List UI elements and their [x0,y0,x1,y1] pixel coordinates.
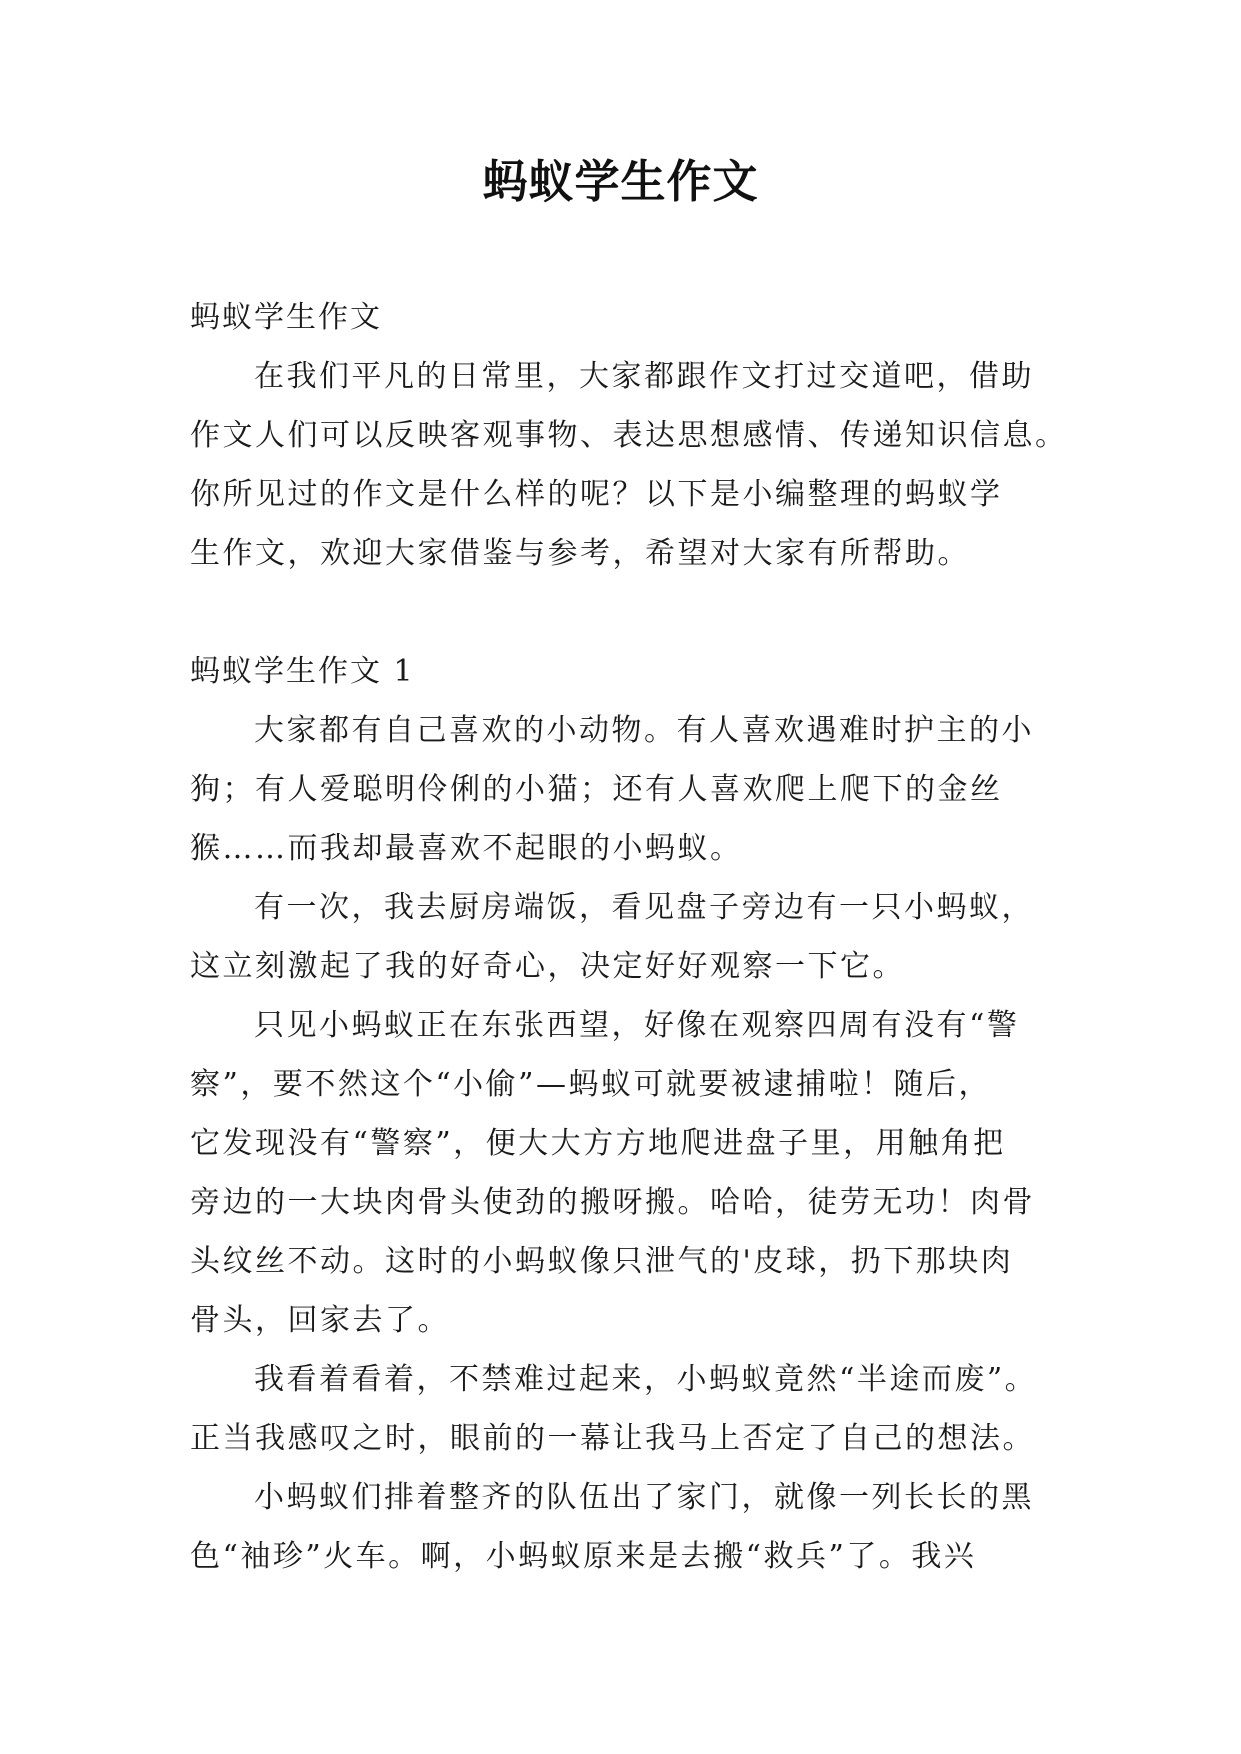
essay-paragraph [190,701,1056,878]
document-title: 蚂蚁学生作文 [482,155,759,208]
text-line: 你所见过的作文是什么样的呢？以下是小编整理的蚂蚁学 [190,477,1003,512]
essay-paragraph [190,996,1056,1350]
text-line: 生作文，欢迎大家借鉴与参考，希望对大家有所帮助。 [190,536,970,571]
essay-heading: 蚂蚁学生作文 1 [190,654,415,689]
essay-paragraph [190,1350,1056,1468]
spacer [190,583,1056,642]
text-line: 只见小蚂蚁正在东张西望，好像在观察四周有没有“警 [254,1008,1020,1043]
text-line: 猴……而我却最喜欢不起眼的小蚂蚁。 [190,831,743,866]
document-body [190,288,1068,1586]
text-line: 旁边的一大块肉骨头使劲的搬呀搬。哈哈，徒劳无功！肉骨 [190,1185,1035,1220]
text-line: 这立刻激起了我的好奇心，决定好好观察一下它。 [190,949,905,984]
intro-paragraph [190,347,1068,583]
text-line: 骨头，回家去了。 [190,1303,450,1338]
text-line: 狗；有人爱聪明伶俐的小猫；还有人喜欢爬上爬下的金丝 [190,772,1003,807]
text-line: 作文人们可以反映客观事物、表达思想感情、传递知识信息。 [190,418,1068,453]
text-line: 我看着看着，不禁难过起来，小蚂蚁竟然“半途而废”。 [254,1362,1038,1397]
text-line: 色“袖珍”火车。啊，小蚂蚁原来是去搬“救兵”了。我兴 [190,1539,977,1574]
text-line: 小蚂蚁们排着整齐的队伍出了家门，就像一列长长的黑 [254,1480,1034,1515]
essay-paragraph [190,1468,1056,1586]
text-line: 大家都有自己喜欢的小动物。有人喜欢遇难时护主的小 [254,713,1034,748]
text-line: 它发现没有“警察”，便大大方方地爬进盘子里，用触角把 [190,1126,1006,1161]
text-line: 正当我感叹之时，眼前的一幕让我马上否定了自己的想法。 [190,1421,1035,1456]
text-line: 在我们平凡的日常里，大家都跟作文打过交道吧，借助 [254,359,1034,394]
text-line: 察”，要不然这个“小偷”—蚂蚁可就要被逮捕啦！随后， [190,1067,992,1102]
text-line: 头纹丝不动。这时的小蚂蚁像只泄气的'皮球，扔下那块肉 [190,1244,1014,1279]
essay-paragraph [190,878,1056,996]
text-line: 有一次，我去厨房端饭，看见盘子旁边有一只小蚂蚁， [254,890,1034,925]
intro-heading: 蚂蚁学生作文 [190,300,382,335]
